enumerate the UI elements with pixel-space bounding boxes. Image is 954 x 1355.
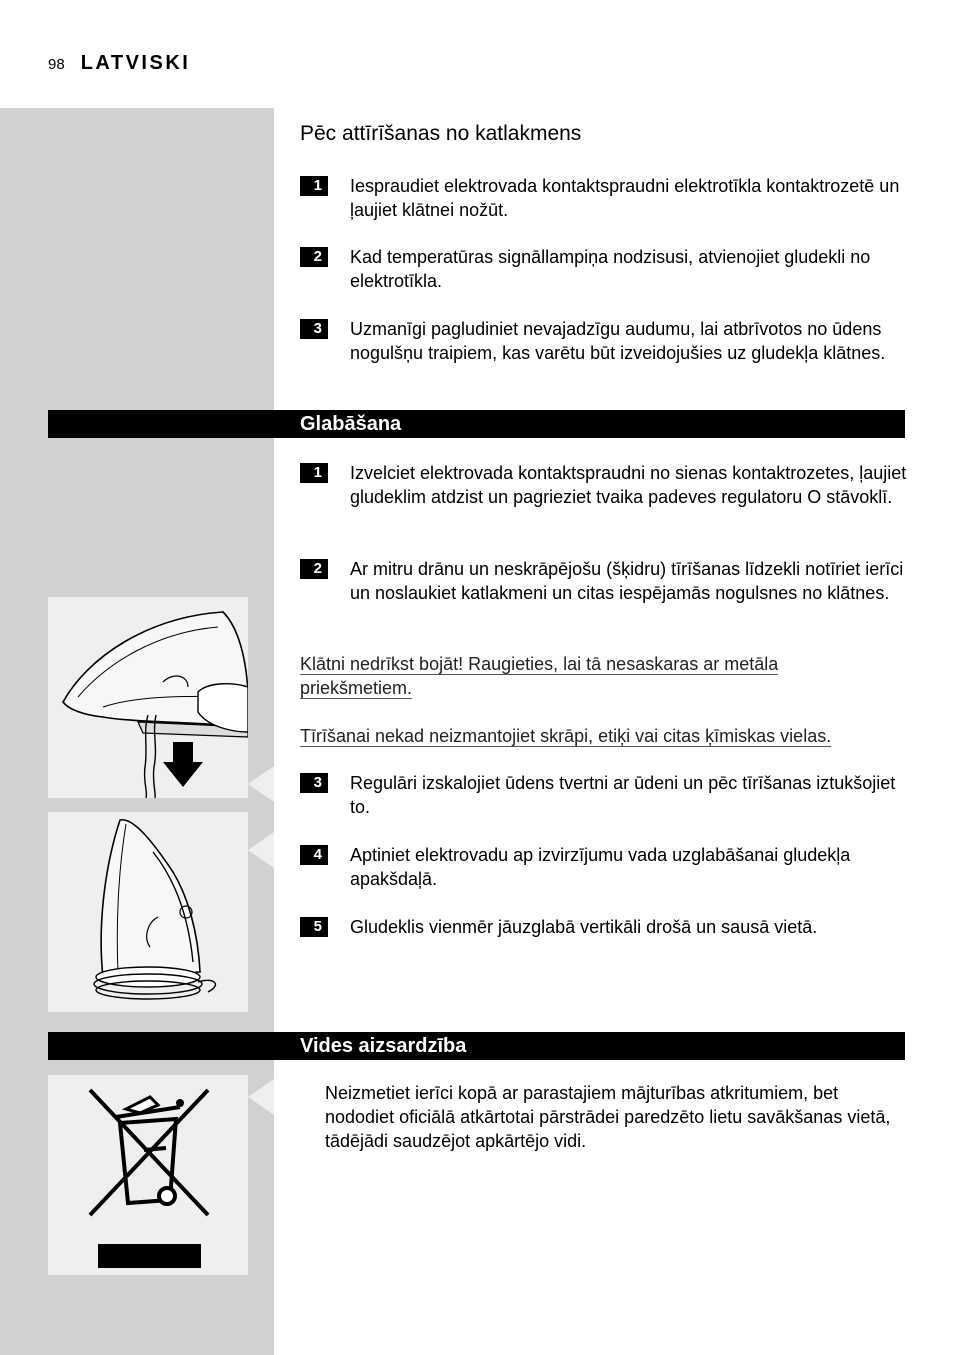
step-text: Gludeklis vienmēr jāuzglabā vertikāli drošā un sausā vietā.	[350, 917, 818, 937]
crossed-out-wheelie-bin-icon	[48, 1075, 248, 1275]
storage-title: Glabāšana	[300, 413, 402, 435]
storage-step-3	[300, 771, 910, 819]
step-number: 3	[300, 319, 328, 339]
step-text: Regulāri izskalojiet ūdens tvertni ar ūdeni un pēc tīrīšanas iztukšojiet to.	[350, 773, 896, 817]
iron-upright-drawing	[48, 812, 248, 1012]
step-text: Aptiniet elektrovadu ap izvirzījumu vada uzglabāšanai gludekļa apakšdaļā.	[350, 845, 851, 889]
environment-text: Neizmetiet ierīci kopā ar parastajiem mājturības atkritumiem, bet nododiet oficiālā atkārtotai pārstrādei paredzēto lietu savākšanas vietā, tādējādi saudzējot apkārtējo vidi.	[325, 1083, 891, 1151]
step-number: 5	[300, 917, 328, 937]
step-number: 3	[300, 773, 328, 793]
step-text: Kad temperatūras signāllampiņa nodzisusi, atvienojiet gludekli no elektrotīkla.	[350, 247, 871, 291]
iron-cleaning-drawing	[48, 597, 248, 798]
language-title: LATVISKI	[80, 52, 191, 74]
recycling-illustration	[48, 1075, 248, 1275]
after-descaling-title: Pēc attīrīšanas no katlakmens	[300, 122, 582, 145]
page-number: 98	[48, 56, 65, 73]
bin-underline-bar	[98, 1244, 201, 1268]
step-number: 2	[300, 247, 328, 267]
warning-text: Klātni nedrīkst bojāt! Raugieties, lai tā nesaskaras ar metāla priekšmetiem.	[300, 654, 779, 698]
illustration-pointer	[248, 832, 274, 868]
step-text: Izvelciet elektrovada kontaktspraudni no sienas kontaktrozetes, ļaujiet gludeklim atdzist un pagrieziet tvaika padeves regulatoru O stāvoklī.	[350, 463, 907, 507]
step-text: Iespraudiet elektrovada kontaktspraudni elektrotīkla kontaktrozetē un ļaujiet klātnei nožūt.	[350, 176, 900, 220]
step-number: 1	[300, 463, 328, 483]
page-header	[48, 52, 190, 75]
environment-band	[48, 1032, 905, 1060]
step-number: 4	[300, 845, 328, 865]
environment-title: Vides aizsardzība	[300, 1035, 467, 1057]
after-descaling-step-3	[300, 317, 910, 365]
iron-upright-storage-illustration	[48, 812, 248, 1012]
storage-step-2	[300, 557, 910, 605]
storage-band	[48, 410, 905, 438]
step-text: Ar mitru drānu un neskrāpējošu (šķidru) tīrīšanas līdzekli notīriet ierīci un noslaukiet katlakmeni un citas iespējamās nogulsnes no klātnes.	[350, 559, 904, 603]
illustration-pointer	[248, 1079, 274, 1115]
illustration-pointer	[248, 766, 274, 802]
after-descaling-step-1	[300, 174, 910, 222]
down-arrow-icon	[163, 742, 203, 787]
iron-cleaning-illustration	[48, 597, 248, 798]
step-number: 2	[300, 559, 328, 579]
storage-step-4	[300, 843, 910, 891]
warning-soleplate	[300, 652, 860, 700]
warning-text: Tīrīšanai nekad neizmantojiet skrāpi, etiķi vai citas ķīmiskas vielas.	[300, 726, 832, 746]
storage-step-5	[300, 915, 910, 939]
warning-chemicals	[300, 724, 860, 748]
step-number: 1	[300, 176, 328, 196]
step-text: Uzmanīgi pagludiniet nevajadzīgu audumu, lai atbrīvotos no ūdens nogulšņu traipiem, kas varētu būt izveidojušies uz gludekļa klātnes.	[350, 319, 886, 363]
after-descaling-step-2	[300, 245, 910, 293]
storage-step-1	[300, 461, 910, 509]
